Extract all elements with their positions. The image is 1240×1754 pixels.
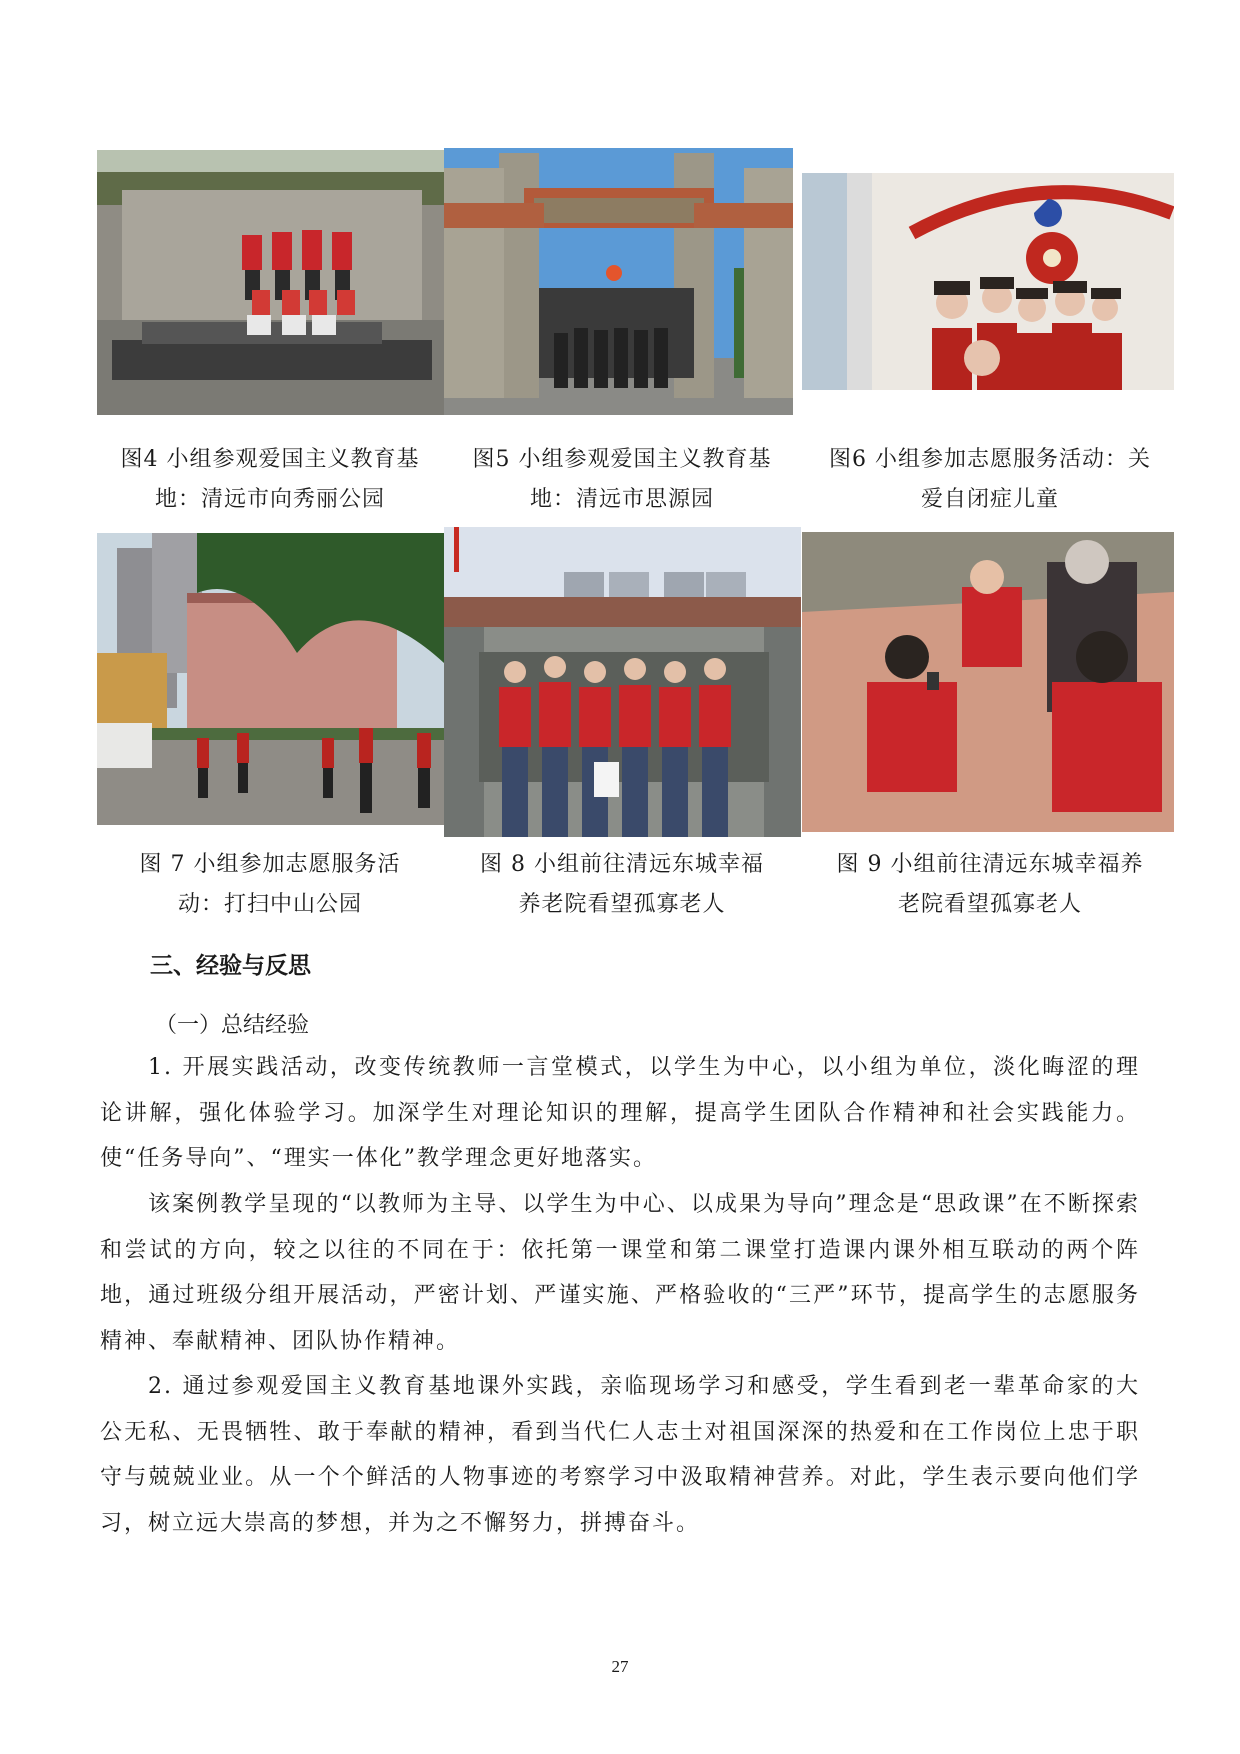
- figure-7-caption-line-1: 图 7 小组参加志愿服务活: [139, 852, 401, 877]
- figure-8-caption: [442, 845, 802, 925]
- figure-6-caption-line-2: 爱自闭症儿童: [920, 487, 1059, 512]
- figure-7-caption: [90, 845, 450, 925]
- subsection-heading: （一）总结经验: [155, 1013, 310, 1038]
- paragraph-3: 2. 通过参观爱国主义教育基地课外实践，亲临现场学习和感受，学生看到老一辈革命家的大公无私、无畏牺牲、敢于奉献的精神，看到当代仁人志士对祖国深深的热爱和在工作岗位上忠于职守与兢兢业业。从一个个鲜活的人物事迹的考察学习中汲取精神营养。对此，学生表示要向他们学习，树立远大崇高的梦想，并为之不懈努力，拼搏奋斗。: [100, 1374, 1140, 1536]
- figure-6-caption-line-1: 图6 小组参加志愿服务活动：关: [829, 447, 1151, 472]
- figure-4-caption-line-1: 图4 小组参观爱国主义教育基: [120, 447, 420, 472]
- paragraph-2: 该案例教学呈现的“以教师为主导、以学生为中心、以成果为导向”理念是“思政课”在不断探索和尝试的方向，较之以往的不同在于：依托第一课堂和第二课堂打造课内课外相互联动的两个阵地，通过班级分组开展活动，严密计划、严谨实施、严格验收的“三严”环节，提高学生的志愿服务精神、奉献精神、团队协作精神。: [100, 1192, 1140, 1354]
- figure-9-caption-line-2: 老院看望孤寡老人: [897, 892, 1082, 917]
- figure-6-caption: [795, 440, 1185, 520]
- figure-9-caption-line-1: 图 9 小组前往清远东城幸福养: [836, 852, 1144, 877]
- figure-4-caption-line-2: 地：清远市向秀丽公园: [154, 487, 385, 512]
- section-heading: 三、经验与反思: [150, 953, 311, 979]
- figure-8-caption-line-1: 图 8 小组前往清远东城幸福: [480, 852, 764, 877]
- figure-8-caption-line-2: 养老院看望孤寡老人: [518, 892, 726, 917]
- figure-9-caption: [795, 845, 1185, 925]
- figure-7-caption-line-2: 动：打扫中山公园: [177, 892, 362, 917]
- figure-4-caption: [90, 440, 450, 520]
- page-number: 27: [611, 1657, 629, 1676]
- photo-visiting-elderly: [802, 532, 1174, 832]
- figure-5-caption-line-2: 地：清远市思源园: [529, 487, 714, 512]
- photo-nursing-home-group: [444, 527, 801, 837]
- photo-xiangxiuli-park: [97, 150, 444, 415]
- photo-autism-children-center: [802, 173, 1174, 390]
- paragraph-1: 1. 开展实践活动，改变传统教师一言堂模式，以学生为中心，以小组为单位，淡化晦涩的理论讲解，强化体验学习。加深学生对理论知识的理解，提高学生团队合作精神和社会实践能力。使“任务导向”、“理实一体化”教学理念更好地落实。: [100, 1055, 1140, 1171]
- photo-sweeping-zhongshan-park: [97, 533, 444, 825]
- figure-5-caption: [442, 440, 802, 520]
- figure-5-caption-line-1: 图5 小组参观爱国主义教育基: [472, 447, 772, 472]
- photo-siyuan-garden-gate: [444, 148, 793, 415]
